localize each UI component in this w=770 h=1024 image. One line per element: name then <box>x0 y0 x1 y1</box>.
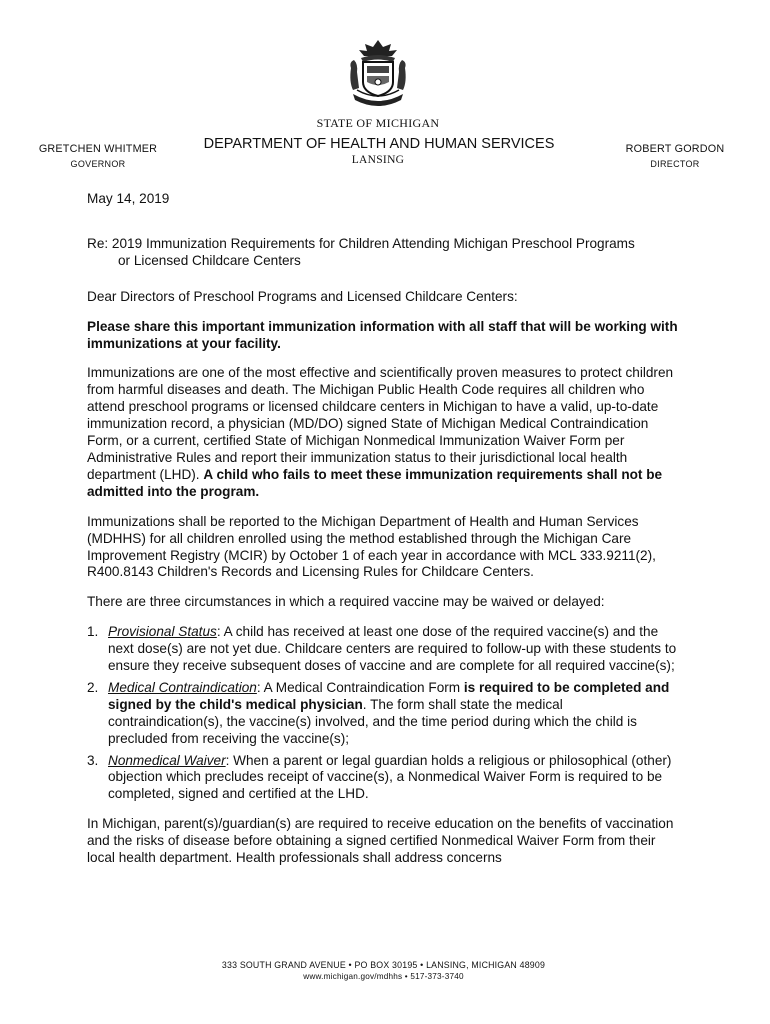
subject-line <box>87 236 680 270</box>
list-text-bold: is required to be completed and signed by the child's medical physician <box>108 679 670 712</box>
paragraph-waiver-education: In Michigan, parent(s)/guardian(s) are required to receive education on the benefits of vaccination and the risks of disease before obtaining a signed certified Nonmedical Waiver Form from their local health department. Health professionals shall address concerns <box>87 816 674 866</box>
circumstance-list <box>87 624 680 803</box>
city-name: LANSING <box>351 154 405 166</box>
department-name: DEPARTMENT OF HEALTH AND HUMAN SERVICES <box>203 136 555 152</box>
footer-web: www.michigan.gov/mdhhs • 517-373-3740 <box>303 972 464 981</box>
list-item: 1. Provisional Status: A child has received at least one dose of the required vaccine(s) and the next dose(s) are not yet due. Childcare centers are required to follow-up with these students to ensure they receive subsequent doses of vaccine and are complete for all required vaccine(s); <box>87 624 677 674</box>
paragraph-reporting: Immunizations shall be reported to the Michigan Department of Health and Human Services (MDHHS) for all children enrolled using the method established through the Michigan Care Improvement Registry (MCIR) by October 1 of each year in accordance with MCL 333.9211(2), R400.8143 Children's Records and Licensing Rules for Childcare Centers. <box>87 513 656 580</box>
list-term: Provisional Status <box>108 624 217 640</box>
director-name: ROBERT GORDON <box>625 143 725 155</box>
list-term: Medical Contraindication <box>108 679 257 695</box>
footer <box>87 959 680 983</box>
list-item: 3. Nonmedical Waiver: When a parent or legal guardian holds a religious or philosophical (other) objection which precludes receipt of vaccine(s), a Nonmedical Waiver Form is required to be completed, signed and certified at the LHD. <box>87 752 672 802</box>
list-number: 1. <box>87 624 99 640</box>
list-item: 2. Medical Contraindication: A Medical Contraindication Form is required to be completed and signed by the child's medical physician. The form shall state the medical contraindication(s), the vaccine(s) involved, and the time period during which the child is precluded from receiving the vaccine(s); <box>87 679 670 746</box>
state-name: STATE OF MICHIGAN <box>316 116 440 130</box>
governor-title: GOVERNOR <box>70 159 126 169</box>
list-text: . The form shall state the medical contraindication(s), the vaccine(s) involved, and the time period during which the child is precluded from receiving the vaccine(s); <box>108 696 637 746</box>
director-title: DIRECTOR <box>650 159 700 169</box>
paragraph-requirements <box>87 365 680 500</box>
list-text: A Medical Contraindication Form <box>260 679 464 695</box>
list-number: 3. <box>87 752 99 768</box>
list-term: Nonmedical Waiver <box>108 752 226 768</box>
governor-name: GRETCHEN WHITMER <box>38 143 158 155</box>
paragraph-requirements-text: Immunizations are one of the most effective and scientifically proven measures to protect children from harmful diseases and death. The Michigan Public Health Code requires all children who attend preschool programs or licensed childcare centers in Michigan to have a valid, up-to-date immunization record, a physician (MD/DO) signed State of Michigan Medical Contraindication Form, or a current, certified State of Michigan Nonmedical Immunization Waiver Form per Administrative Rules and report their immunization status to their jurisdictional local health department (LHD). <box>87 365 674 482</box>
list-text: A child has received at least one dose of the required vaccine(s) and the next dose(s) are not yet due. Childcare centers are required to follow-up with these students to ensure they receive subsequent doses of vaccine and are complete for all required vaccine(s); <box>108 624 677 674</box>
paragraph-circumstances: There are three circumstances in which a required vaccine may be waived or delayed: <box>87 594 605 610</box>
michigan-state-seal <box>343 38 413 110</box>
list-number: 2. <box>87 679 99 695</box>
letter-date: May 14, 2019 <box>87 191 170 206</box>
list-text: When a parent or legal guardian holds a religious or philosophical (other) objection which precludes receipt of vaccine(s), a Nonmedical Waiver Form is required to be completed, signed and certified at the LHD. <box>108 752 672 802</box>
director-block <box>605 143 745 170</box>
paragraph-requirements-bold: A child who fails to meet these immunization requirements shall not be admitted into the program. <box>87 466 663 499</box>
bold-notice: Please share this important immunization information with all staff that will be working with immunizations at your facility. <box>87 318 678 351</box>
salutation: Dear Directors of Preschool Programs and Licensed Childcare Centers: <box>87 288 518 304</box>
governor-block <box>28 143 168 170</box>
footer-address: 333 SOUTH GRAND AVENUE • PO BOX 30195 • LANSING, MICHIGAN 48909 <box>221 960 546 970</box>
letter-body <box>87 191 680 880</box>
subject-line-2: or Licensed Childcare Centers <box>118 252 301 268</box>
subject-line-1: Re: 2019 Immunization Requirements for Children Attending Michigan Preschool Programs <box>87 235 635 251</box>
